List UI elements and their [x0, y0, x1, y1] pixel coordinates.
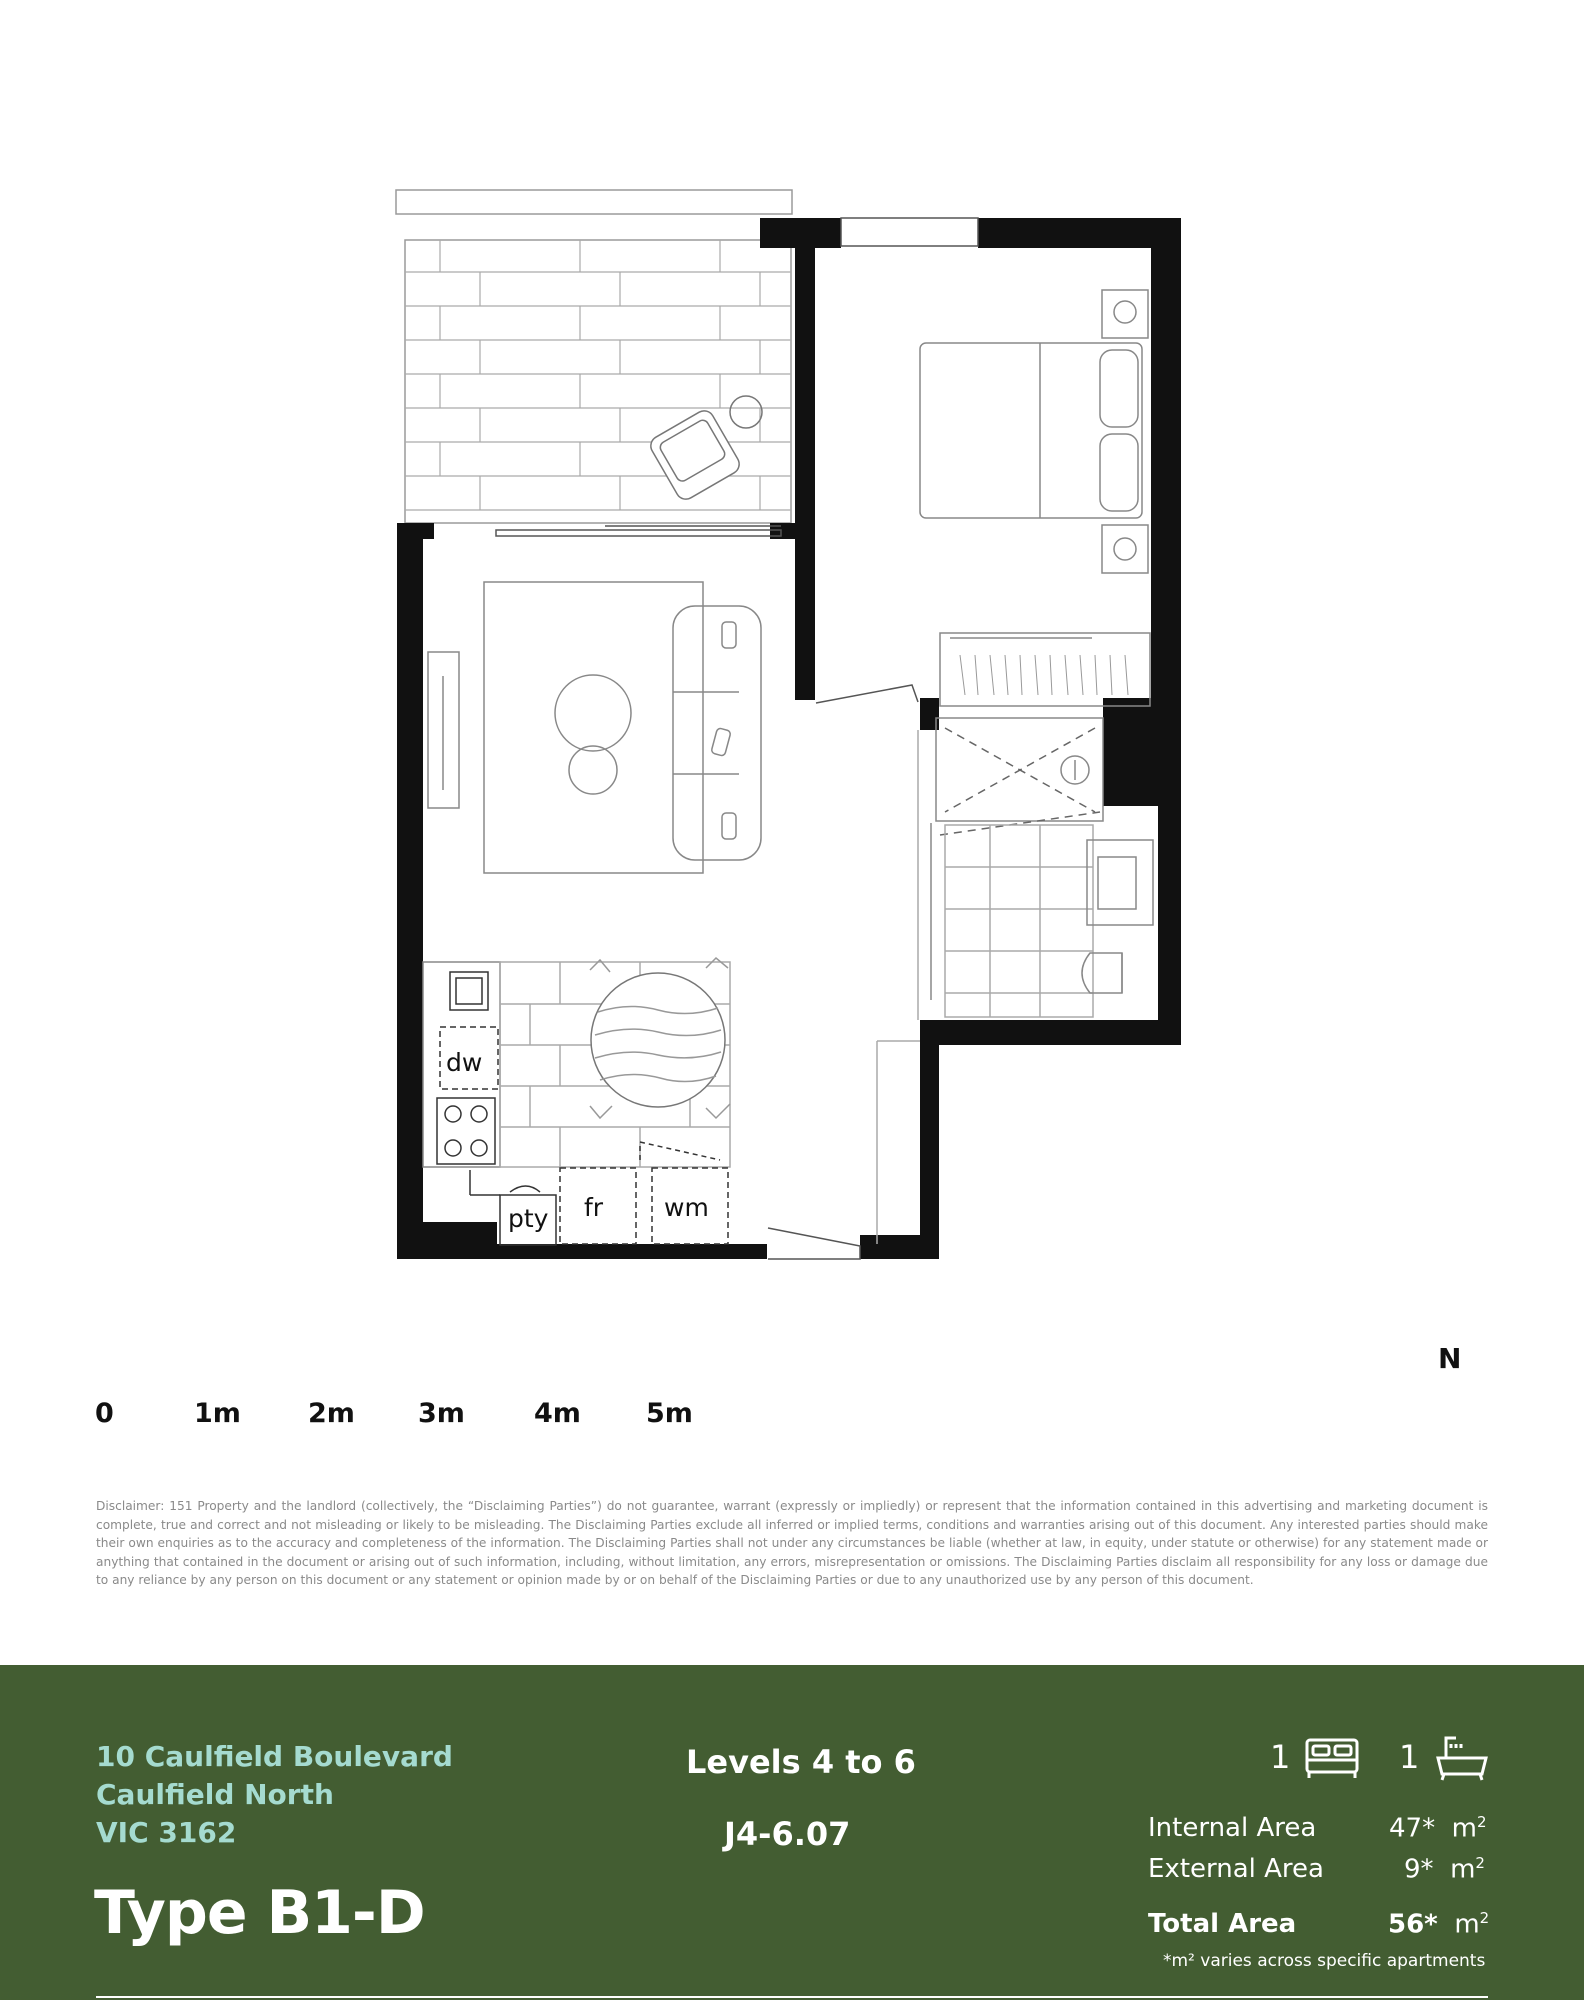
scale-label-3m: 3m [418, 1398, 465, 1429]
bath-icon [1434, 1732, 1490, 1782]
sofa [673, 606, 761, 860]
scale-label-1m: 1m [194, 1398, 241, 1429]
fridge-label: fr [584, 1193, 604, 1222]
bathroom-count: 1 [1399, 1738, 1420, 1776]
toilet [1082, 953, 1122, 993]
washing-machine-label: wm [664, 1193, 709, 1222]
wardrobe [940, 633, 1150, 706]
scale-label-4m: 4m [534, 1398, 581, 1429]
coffee-table [555, 675, 631, 751]
rug [484, 582, 703, 873]
external-area-value: 9* $m^2$ [1404, 1854, 1485, 1885]
disclaimer-text: Disclaimer: 151 Property and the landlord (collectively, the “Disclaiming Parties”) do not guarantee, warrant (expressly or impliedly) or represent that the information contained in this advertising and marketing document is complete, true and correct and not misleading or likely to be misleading. The Disclaiming Parties exclude all inferred or implied terms, conditions and warranties arising out of this document. Any interested parties should make their own enquiries as to the accuracy and completeness of the information. The Disclaiming Parties shall not under any circumstances be liable (whether at law, in equity, under statute or otherwise) for any statement made or anything that contained in the document or arising out of such information, including, without limitation, any errors, misrepresentation or omissions. The Disclaiming Parties disclaim all responsibility for any loss or damage due to any reliance by any person on this document or any statement or opinion made by or on behalf of the Disclaiming Parties or due to any unauthorized use by any person of this document. [96, 1499, 1488, 1588]
area-footnote: *m² varies across specific apartments [1163, 1951, 1486, 1971]
internal-area-value: 47* $m^2$ [1389, 1813, 1487, 1844]
balcony [396, 190, 792, 523]
vanity [1087, 840, 1153, 925]
scale-label-2m: 2m [308, 1398, 355, 1429]
address-line-3: VIC 3162 [96, 1816, 237, 1849]
bedroom-count: 1 [1270, 1738, 1291, 1776]
total-area-value: 56* $m^2$ [1388, 1909, 1490, 1940]
balcony-chair [647, 407, 743, 503]
living-area [428, 582, 920, 1244]
dishwasher-label: dw [446, 1048, 483, 1077]
bed [920, 343, 1142, 518]
dining-table [590, 958, 730, 1118]
levels-text: Levels 4 to 6 [686, 1743, 916, 1781]
bedroom [920, 290, 1150, 706]
balcony-side-table [730, 396, 762, 428]
address-line-1: 10 Caulfield Boulevard [96, 1740, 453, 1773]
north-label: N [1438, 1342, 1462, 1375]
cooktop [437, 1098, 495, 1164]
external-area-label: External Area [1148, 1854, 1324, 1884]
apartment-type-title: Type B1-D [94, 1878, 425, 1948]
footer-divider [96, 1996, 1488, 1998]
scale-label-5m: 5m [646, 1398, 693, 1429]
total-area-label: Total Area [1148, 1909, 1297, 1939]
scale-label-0: 0 [95, 1398, 114, 1429]
pantry-label: pty [508, 1204, 549, 1233]
bedside-table-top [1102, 290, 1148, 338]
address-line-2: Caulfield North [96, 1778, 334, 1811]
bed-icon [1303, 1736, 1361, 1780]
unit-number: J4-6.07 [724, 1815, 851, 1853]
internal-area-label: Internal Area [1148, 1813, 1317, 1843]
bedside-table-bottom [1102, 525, 1148, 573]
